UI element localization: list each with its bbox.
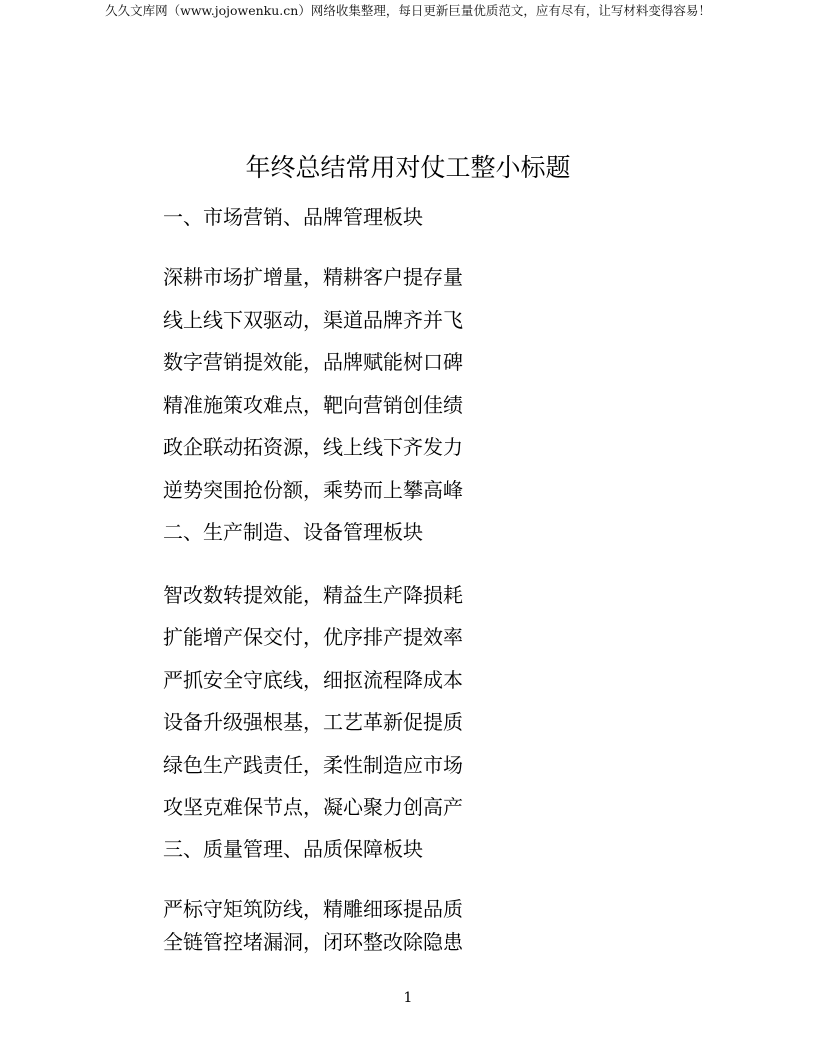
section-heading-marketing: 一、市场营销、品牌管理板块	[163, 205, 423, 229]
body-line: 设备升级强根基，工艺革新促提质	[163, 710, 463, 734]
body-line: 深耕市场扩增量，精耕客户提存量	[163, 265, 463, 289]
body-line: 攻坚克难保节点，凝心聚力创高产	[163, 795, 463, 819]
body-line: 智改数转提效能，精益生产降损耗	[163, 583, 463, 607]
body-line: 线上线下双驱动，渠道品牌齐并飞	[163, 308, 463, 332]
body-line: 全链管控堵漏洞，闭环整改除隐患	[163, 930, 463, 954]
document-title: 年终总结常用对仗工整小标题	[245, 153, 571, 182]
body-line: 政企联动拓资源，线上线下齐发力	[163, 435, 463, 459]
section-heading-production: 二、生产制造、设备管理板块	[163, 520, 423, 544]
body-line: 扩能增产保交付，优序排产提效率	[163, 625, 463, 649]
body-line: 逆势突围抢份额，乘势而上攀高峰	[163, 478, 463, 502]
section-heading-quality: 三、质量管理、品质保障板块	[163, 837, 423, 861]
body-line: 绿色生产践责任，柔性制造应市场	[163, 753, 463, 777]
body-line: 精准施策攻难点，靶向营销创佳绩	[163, 393, 463, 417]
page-number: 1	[403, 990, 413, 1006]
body-line: 严标守矩筑防线，精雕细琢提品质	[163, 897, 463, 921]
body-line: 严抓安全守底线，细抠流程降成本	[163, 668, 463, 692]
site-header-note: 久久文库网（www.jojowenku.cn）网络收集整理，每日更新巨量优质范文，应有尽有，让写材料变得容易！	[105, 3, 711, 18]
body-line: 数字营销提效能，品牌赋能树口碑	[163, 350, 463, 374]
